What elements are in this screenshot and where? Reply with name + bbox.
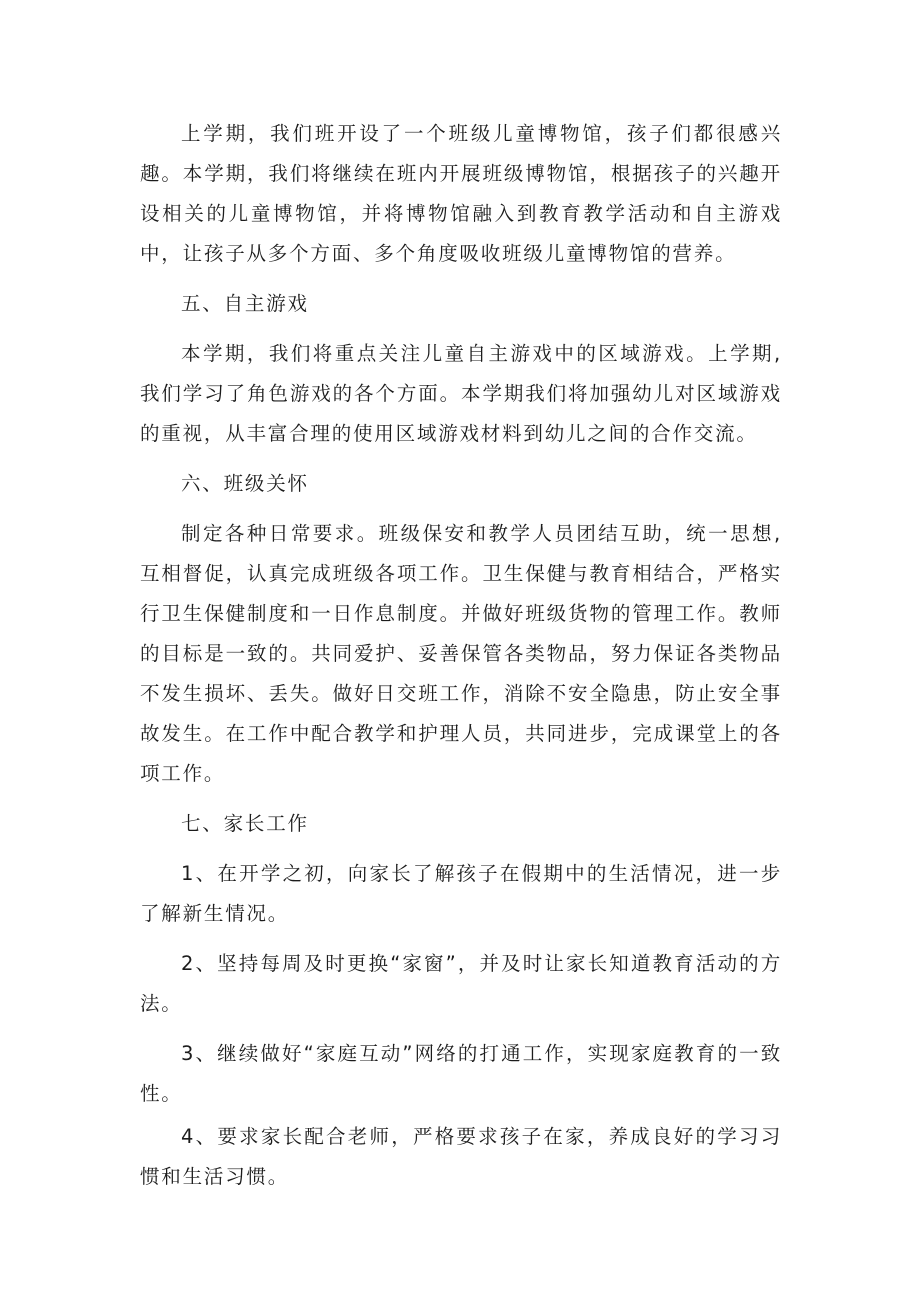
list-item-parent-work-2: 2、坚持每周及时更换“家窗”，并及时让家长知道教育活动的方法。 <box>140 952 782 1015</box>
document-body <box>140 114 782 1197</box>
list-item-parent-work-3: 3、继续做好“家庭互动”网络的打通工作，实现家庭教育的一致性。 <box>140 1042 782 1105</box>
section-heading-free-play: 五、自主游戏 <box>181 292 309 315</box>
list-item-parent-work-1: 1、在开学之初，向家长了解孩子在假期中的生活情况，进一步了解新生情况。 <box>140 862 782 925</box>
list-item-parent-work-4: 4、要求家长配合老师，严格要求孩子在家，养成良好的学习习惯和生活习惯。 <box>140 1125 782 1188</box>
section-heading-parent-work: 七、家长工作 <box>181 812 309 835</box>
paragraph-class-care: 制定各种日常要求。班级保安和教学人员团结互助，统一思想,互相督促，认真完成班级各项工作。卫生保健与教育相结合，严格实行卫生保健制度和一日作息制度。并做好班级货物的管理工作。教师的目标是一致的。共同爱护、妥善保管各类物品，努力保证各类物品不发生损坏、丢失。做好日交班工作，消除不安全隐患，防止安全事故发生。在工作中配合教学和护理人员，共同进步，完成课堂上的各项工作。 <box>140 522 782 785</box>
section-heading-class-care: 六、班级关怀 <box>181 472 309 495</box>
paragraph-museum: 上学期，我们班开设了一个班级儿童博物馆，孩子们都很感兴趣。本学期，我们将继续在班内开展班级博物馆，根据孩子的兴趣开设相关的儿童博物馆，并将博物馆融入到教育教学活动和自主游戏中，让孩子从多个方面、多个角度吸收班级儿童博物馆的营养。 <box>140 122 782 265</box>
paragraph-free-play: 本学期，我们将重点关注儿童自主游戏中的区域游戏。上学期,我们学习了角色游戏的各个方面。本学期我们将加强幼儿对区域游戏的重视，从丰富合理的使用区域游戏材料到幼儿之间的合作交流。 <box>140 342 782 445</box>
